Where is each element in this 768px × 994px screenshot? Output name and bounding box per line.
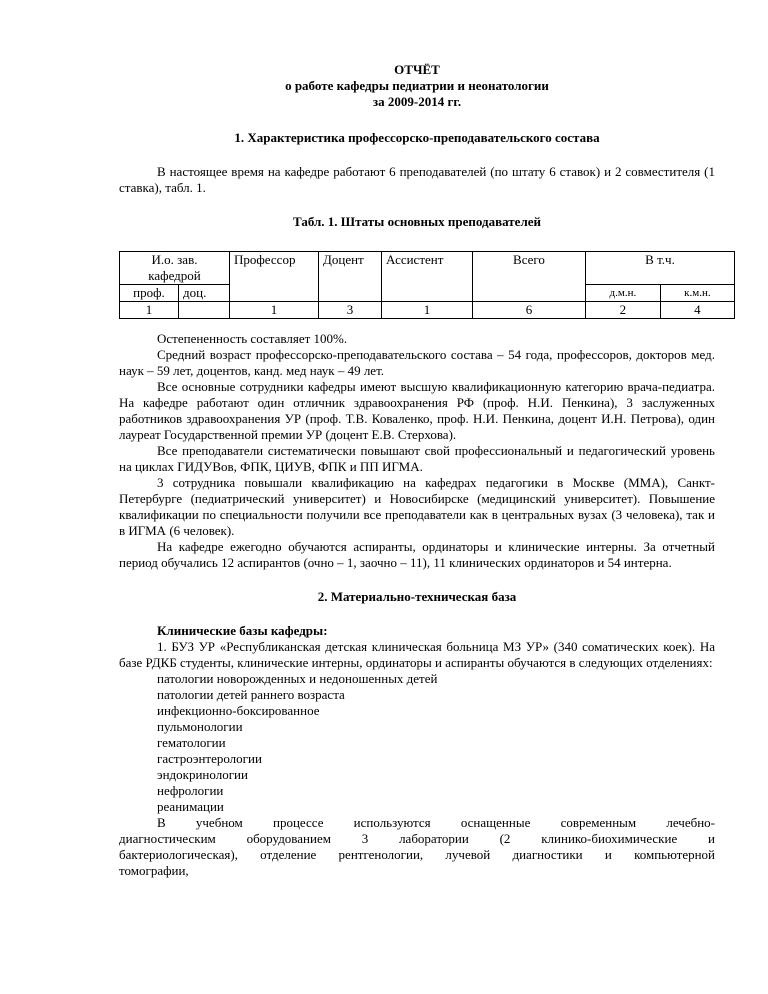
department-item: пульмонологии	[157, 719, 243, 734]
cell-doc-head	[179, 302, 230, 319]
section-2-heading: 2. Материально-техническая база	[317, 589, 517, 604]
staff-table	[119, 251, 735, 319]
paragraph: Все основные сотрудники кафедры имеют высшую квалификационную категорию врача-педиатра. На кафедре работают один отличник здравоохранения РФ (проф. Н.И. Пенкина), 3 заслуженных работников здравоохранения УР (проф. Т.В. Коваленко, проф. Н.И. Пенкина, доцент И.Н. Петрова), один лауреат Государственной премии УР (доцент Е.В. Стерхова).	[119, 379, 715, 442]
th-professor: Профессор	[230, 252, 319, 302]
document-page	[119, 62, 715, 230]
cell-assistant: 1	[382, 302, 473, 319]
section-1-heading: 1. Характеристика профессорско-преподавательского состава	[234, 130, 600, 145]
paragraph: 3 сотрудника повышали квалификацию на кафедрах педагогики в Москве (ММА), Санкт-Петербурге (педиатрический университет) и Новосибирске (медицинский университет). Повышение квалификации по специальности получили все преподаватели как в центральных вузах (3 человека), так и в ИГМА (6 человек).	[119, 475, 715, 538]
th-including: В т.ч.	[586, 252, 735, 285]
report-title: ОТЧЁТ	[394, 62, 440, 77]
department-item: реанимации	[157, 799, 224, 814]
th-total: Всего	[473, 252, 586, 302]
th-docent: Доцент	[319, 252, 382, 302]
department-item: патологии детей раннего возраста	[157, 687, 345, 702]
department-item: эндокринологии	[157, 767, 248, 782]
cell-total: 6	[473, 302, 586, 319]
department-item: патологии новорожденных и недоношенных детей	[157, 671, 438, 686]
th-sub-prof: проф.	[120, 285, 179, 302]
department-item: нефрологии	[157, 783, 224, 798]
th-sub-doc: доц.	[179, 285, 230, 302]
cell-docent: 3	[319, 302, 382, 319]
cell-professor: 1	[230, 302, 319, 319]
th-head-of-dept: И.о. зав. кафедрой	[120, 252, 230, 285]
base-1-description: 1. БУЗ УР «Республиканская детская клиническая больница МЗ УР» (340 соматических коек). На базе РДКБ студенты, клинические интерны, ординаторы и аспиранты обучаются в следующих отделениях:	[119, 639, 715, 670]
paragraph: Средний возраст профессорско-преподавательского состава – 54 года, профессоров, докторов мед. наук – 59 лет, доцентов, канд. мед наук – 49 лет.	[119, 347, 715, 378]
th-sub-dmn: д.м.н.	[586, 285, 661, 302]
paragraph: На кафедре ежегодно обучаются аспиранты, ординаторы и клинические интерны. За отчетный период обучались 12 аспирантов (очно – 1, заочно – 11), 11 клинических ординаторов и 54 интерна.	[119, 539, 715, 570]
cell-prof-head: 1	[120, 302, 179, 319]
cell-kmn: 4	[660, 302, 734, 319]
th-sub-kmn: к.м.н.	[660, 285, 734, 302]
section-1-intro: В настоящее время на кафедре работают 6 преподавателей (по штату 6 ставок) и 2 совместителя (1 ставка), табл. 1.	[119, 164, 715, 195]
paragraph: Остепененность составляет 100%.	[157, 331, 348, 346]
paragraph: Все преподаватели систематически повышают свой профессиональный и педагогический уровень на циклах ГИДУВов, ФПК, ЦИУВ, ФПК и ПП ИГМА.	[119, 443, 715, 474]
department-item: инфекционно-боксированное	[157, 703, 320, 718]
table-1-title: Табл. 1. Штаты основных преподавателей	[292, 214, 541, 229]
cell-dmn: 2	[586, 302, 661, 319]
equipment-paragraph: В учебном процессе используются оснащенные современным лечебно-диагностическим оборудованием 3 лаборатории (2 клинико-биохимические и бактериологическая), отделение рентгенологии, лучевой диагностики и компьютерной томографии,	[119, 815, 715, 878]
report-period: за 2009-2014 гг.	[372, 94, 462, 109]
department-item: гематологии	[157, 735, 226, 750]
document-body	[119, 331, 715, 879]
th-assistant: Ассистент	[382, 252, 473, 302]
clinical-bases-heading: Клинические базы кафедры:	[157, 623, 328, 638]
department-item: гастроэнтерологии	[157, 751, 262, 766]
report-subtitle: о работе кафедры педиатрии и неонатологии	[285, 78, 549, 93]
